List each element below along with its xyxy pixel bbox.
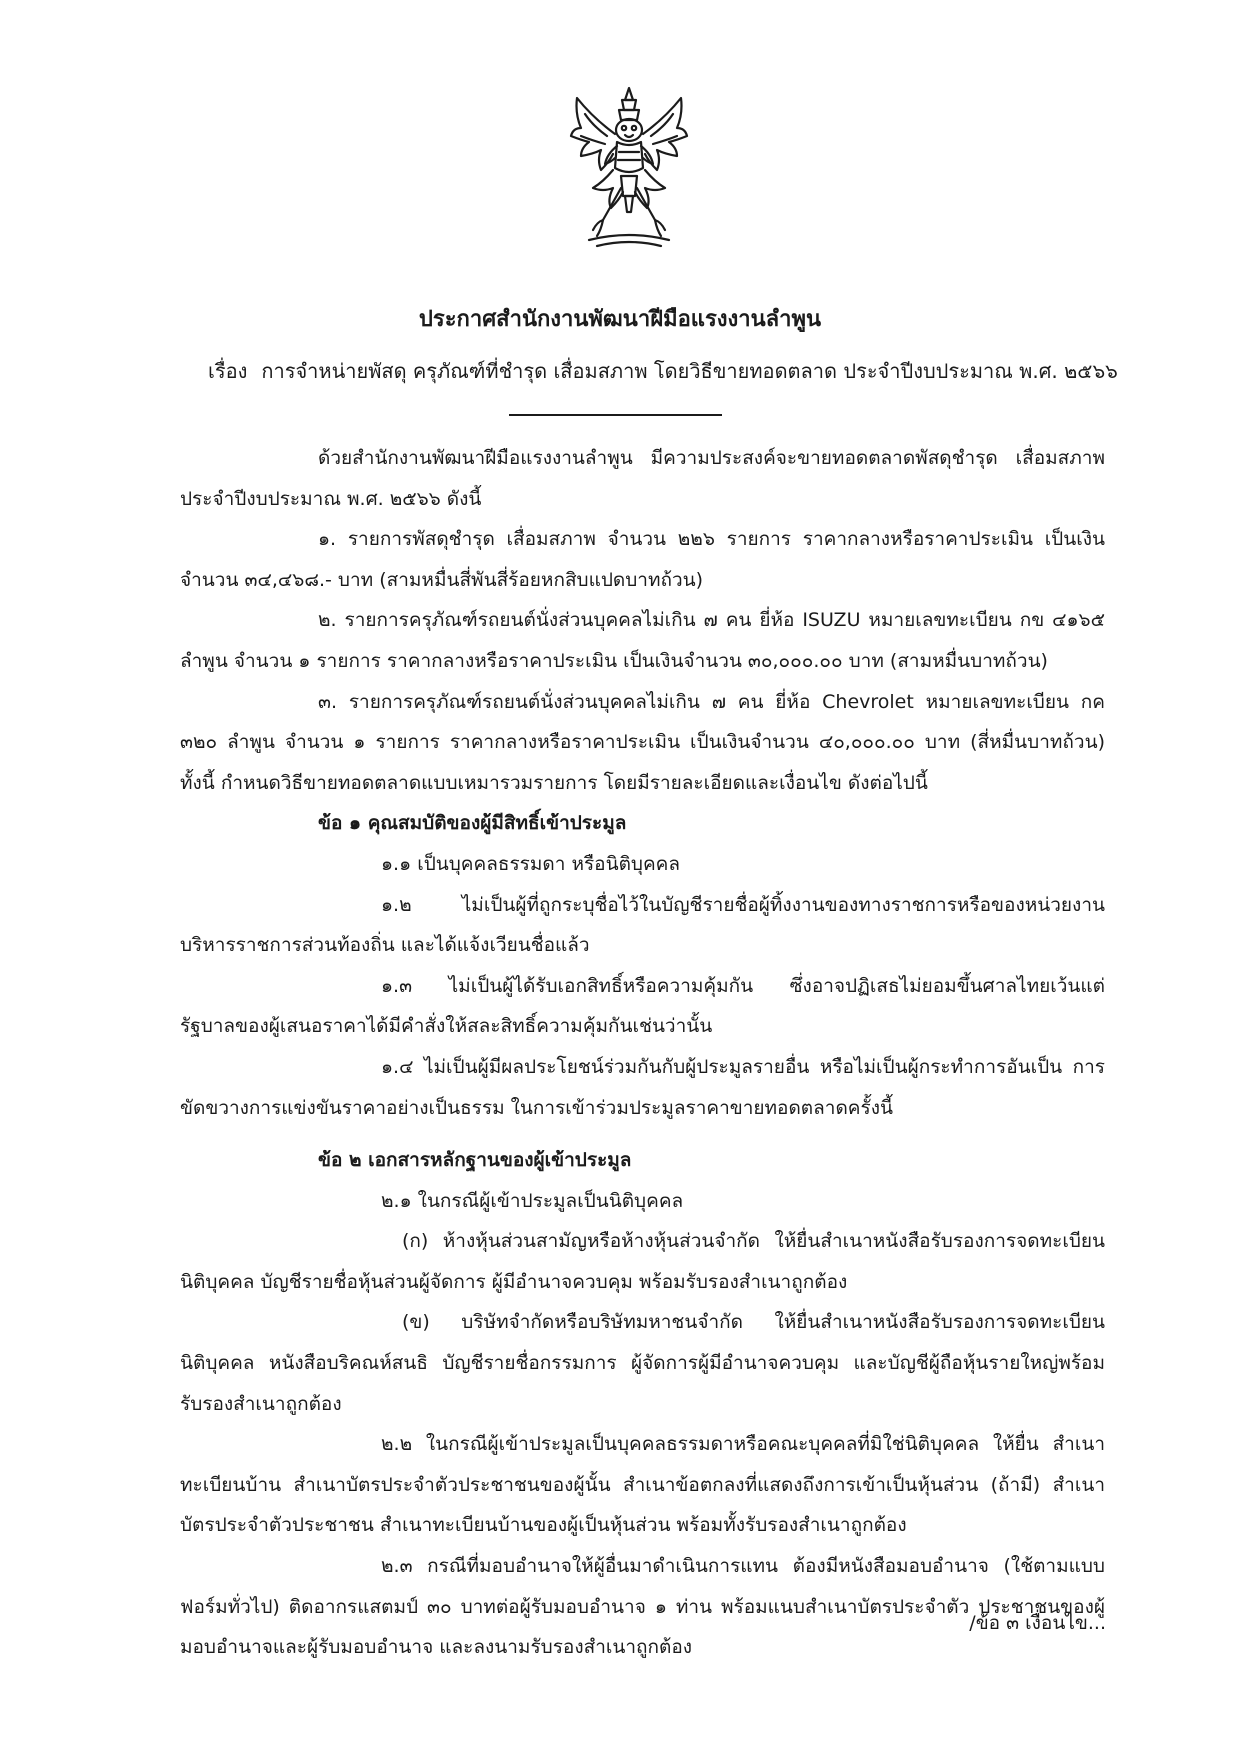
item-3-paragraph: ๓. รายการครุภัณฑ์รถยนต์นั่งส่วนบุคคลไม่เกิน ๗ คน ยี่ห้อ Chevrolet หมายเลขทะเบียน กค ๓๒๐ ลำพูน จำนวน ๑ รายการ ราคากลางหรือราคาประเมิน เป็นเงินจำนวน ๔๐,๐๐๐.๐๐ บาท (สี่หมื่นบาทถ้วน) ทั้งนี้ กำหนดวิธีขายทอดตลาดแบบเหมารวมรายการ โดยมีรายละเอียดและเงื่อนไข ดังต่อไปนี้	[180, 690, 1105, 794]
section-1-1-paragraph: ๑.๑ เป็นบุคคลธรรมดา หรือนิติบุคคล	[381, 852, 681, 875]
section-1-3-paragraph: ๑.๓ ไม่เป็นผู้ได้รับเอกสิทธิ์หรือความคุ้มกัน ซึ่งอาจปฏิเสธไม่ยอมขึ้นศาลไทยเว้นแต่ รัฐบาลของผู้เสนอราคาได้มีคำสั่งให้สละสิทธิ์ความคุ้มกันเช่นว่านั้น	[180, 974, 1105, 1038]
section-2-2-paragraph: ๒.๒ ในกรณีผู้เข้าประมูลเป็นบุคคลธรรมดาหรือคณะบุคคลที่มิใช่นิติบุคคล ให้ยื่น สำเนาทะเบียนบ้าน สำเนาบัตรประจำตัวประชาชนของผู้นั้น สำเนาข้อตกลงที่แสดงถึงการเข้าเป็นหุ้นส่วน (ถ้ามี) สำเนาบัตรประจำตัวประชาชน สำเนาทะเบียนบ้านของผู้เป็นหุ้นส่วน พร้อมทั้งรับรองสำเนาถูกต้อง	[180, 1433, 1105, 1537]
section-1-heading: ข้อ ๑ คุณสมบัติของผู้มีสิทธิ์เข้าประมูล	[318, 812, 627, 835]
subject-label: เรื่อง	[208, 359, 248, 383]
section-2-1-a-paragraph: (ก) ห้างหุ้นส่วนสามัญหรือห้างหุ้นส่วนจำกัด ให้ยื่นสำเนาหนังสือรับรองการจดทะเบียน นิติบุคคล บัญชีรายชื่อหุ้นส่วนผู้จัดการ ผู้มีอำนาจควบคุม พร้อมรับรองสำเนาถูกต้อง	[180, 1230, 1105, 1293]
subject-text: การจำหน่ายพัสดุ ครุภัณฑ์ที่ชำรุด เสื่อมสภาพ โดยวิธีขายทอดตลาด ประจำปีงบประมาณ พ.ศ. ๒๕๖๖	[261, 359, 1118, 383]
garuda-emblem-icon	[567, 84, 691, 252]
section-2-1-b-paragraph: (ข) บริษัทจำกัดหรือบริษัทมหาชนจำกัด ให้ยื่นสำเนาหนังสือรับรองการจดทะเบียน นิติบุคคล หนังสือบริคณห์สนธิ บัญชีรายชื่อกรรมการ ผู้จัดการผู้มีอำนาจควบคุม และบัญชีผู้ถือหุ้นรายใหญ่พร้อม รับรองสำเนาถูกต้อง	[180, 1311, 1105, 1415]
section-2-heading: ข้อ ๒ เอกสารหลักฐานของผู้เข้าประมูล	[318, 1149, 632, 1172]
title-divider	[509, 414, 722, 416]
item-1-paragraph: ๑. รายการพัสดุชำรุด เสื่อมสภาพ จำนวน ๒๒๖ รายการ ราคากลางหรือราคาประเมิน เป็นเงิน จำนวน ๓๔,๔๖๘.- บาท (สามหมื่นสี่พันสี่ร้อยหกสิบแปดบาทถ้วน)	[180, 528, 1105, 591]
document-body	[180, 438, 1105, 1668]
section-2-1-paragraph: ๒.๑ ในกรณีผู้เข้าประมูลเป็นนิติบุคคล	[381, 1189, 684, 1212]
section-2-3-paragraph: ๒.๓ กรณีที่มอบอำนาจให้ผู้อื่นมาดำเนินการแทน ต้องมีหนังสือมอบอำนาจ (ใช้ตามแบบฟอร์มทั่วไป) ติดอากรแสตมป์ ๓๐ บาทต่อผู้รับมอบอำนาจ ๑ ท่าน พร้อมแนบสำเนาบัตรประจำตัว ประชาชนของผู้มอบอำนาจและผู้รับมอบอำนาจ และลงนามรับรองสำเนาถูกต้อง	[180, 1555, 1105, 1659]
announcement-title: ประกาศสำนักงานพัฒนาฝีมือแรงงานลำพูน	[418, 307, 822, 332]
intro-paragraph: ด้วยสำนักงานพัฒนาฝีมือแรงงานลำพูน มีความประสงค์จะขายทอดตลาดพัสดุชำรุด เสื่อมสภาพ ประจำปีงบประมาณ พ.ศ. ๒๕๖๖ ดังนี้	[180, 447, 1105, 510]
continuation-note: /ข้อ ๓ เงื่อนไข...	[969, 1612, 1106, 1634]
section-1-2-paragraph: ๑.๒ ไม่เป็นผู้ที่ถูกระบุชื่อไว้ในบัญชีรายชื่อผู้ทิ้งงานของทางราชการหรือของหน่วยงาน บริหารราชการส่วนท้องถิ่น และได้แจ้งเวียนชื่อแล้ว	[180, 893, 1105, 957]
subject-line	[208, 351, 1140, 391]
item-2-paragraph: ๒. รายการครุภัณฑ์รถยนต์นั่งส่วนบุคคลไม่เกิน ๗ คน ยี่ห้อ ISUZU หมายเลขทะเบียน กข ๔๑๖๕ ลำพูน จำนวน ๑ รายการ ราคากลางหรือราคาประเมิน เป็นเงินจำนวน ๓๐,๐๐๐.๐๐ บาท (สามหมื่นบาทถ้วน)	[180, 609, 1105, 672]
section-1-4-paragraph: ๑.๔ ไม่เป็นผู้มีผลประโยชน์ร่วมกันกับผู้ประมูลรายอื่น หรือไม่เป็นผู้กระทำการอันเป็น การขัดขวางการแข่งขันราคาอย่างเป็นธรรม ในการเข้าร่วมประมูลราคาขายทอดตลาดครั้งนี้	[180, 1055, 1105, 1119]
